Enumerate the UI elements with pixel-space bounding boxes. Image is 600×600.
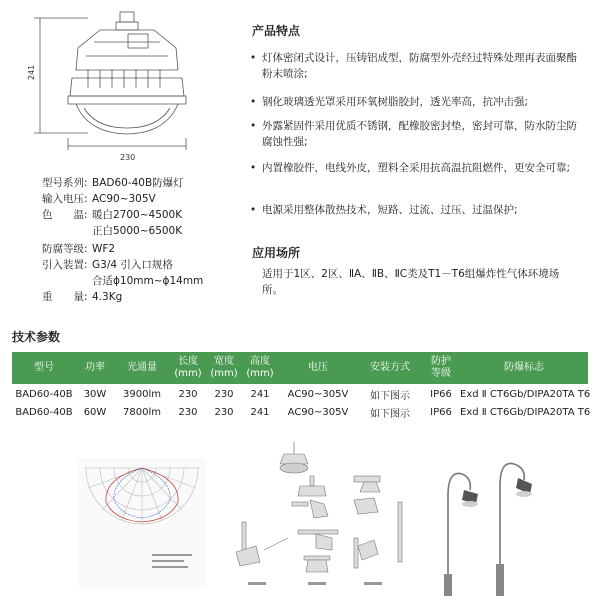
table-cell: 230 bbox=[178, 388, 198, 400]
col-header: 防护 等级 bbox=[422, 352, 460, 384]
table-cell: AC90~305V bbox=[287, 388, 349, 400]
features-title: 产品特点 bbox=[252, 24, 301, 38]
col-header: 安装方式 bbox=[358, 352, 422, 384]
feature-item: • 内置橡胶件，电线外皮，塑料全采用抗高温抗阻燃件，更安全可靠; bbox=[250, 162, 571, 174]
table-cell: BAD60-40B bbox=[15, 388, 73, 400]
table-header-row bbox=[12, 352, 588, 384]
table-cell: 230 bbox=[214, 406, 234, 418]
spec-row: 输入电压: AC90~305V bbox=[42, 193, 156, 205]
spec-row: 重 量: 4.3Kg bbox=[42, 291, 123, 303]
table-cell: Exd Ⅱ CT6Gb/DIPA20TA T6 bbox=[460, 388, 591, 400]
spec-row: 正白5000~6500K bbox=[92, 225, 183, 237]
spec-row: 合适ϕ10mm~ϕ14mm bbox=[92, 275, 204, 287]
col-header: 型号 bbox=[12, 352, 76, 384]
installation-sketches bbox=[228, 442, 428, 592]
spec-row: 防腐等级: WF2 bbox=[42, 243, 116, 255]
application-text: 适用于1区、2区、ⅡA、ⅡB、ⅡC类及T1－T6组爆炸性气体环境场所。 bbox=[262, 268, 560, 296]
table-cell: 241 bbox=[250, 406, 270, 418]
table-cell: 30W bbox=[83, 388, 107, 400]
table-cell: 如下图示 bbox=[370, 408, 410, 420]
table-cell: 241 bbox=[250, 388, 270, 400]
spec-row: 引入装置: G3/4 引入口规格 bbox=[42, 259, 173, 271]
table-cell: BAD60-40B bbox=[15, 406, 73, 418]
table-cell: 230 bbox=[214, 388, 234, 400]
table-cell: IP66 bbox=[430, 406, 452, 418]
params-title: 技术参数 bbox=[12, 330, 61, 344]
light-distribution-diagram bbox=[78, 458, 206, 588]
feature-item: • 电源采用整体散热技术，短路、过流、过压、过温保护; bbox=[250, 204, 518, 216]
table-cell: 60W bbox=[83, 406, 107, 418]
col-header: 高度 (mm) bbox=[242, 352, 278, 384]
table-cell: 3900lm bbox=[123, 388, 161, 400]
table-cell: Exd Ⅱ CT6Gb/DIPA20TA T6 bbox=[460, 406, 591, 418]
params-table bbox=[12, 352, 591, 420]
col-header: 功率 bbox=[76, 352, 114, 384]
feature-item: • 钢化玻璃透光罩采用环氧树脂胶封，透光率高，抗冲击强; bbox=[250, 96, 529, 108]
table-cell: 如下图示 bbox=[370, 390, 410, 402]
feature-item: • 灯体密闭式设计，压铸铝成型，防腐型外壳经过特殊处理再表面聚酯粉末喷涂; bbox=[250, 52, 577, 80]
col-header: 长度 (mm) bbox=[170, 352, 206, 384]
lamp-dimension-drawing bbox=[28, 8, 218, 166]
application-title: 应用场所 bbox=[252, 246, 301, 260]
feature-item: • 外露紧固件采用优质不锈钢，配橡胶密封垫，密封可靠，防水防尘防腐蚀性强; bbox=[250, 120, 577, 148]
table-cell: IP66 bbox=[430, 388, 452, 400]
table-row bbox=[12, 404, 588, 420]
table-cell: 230 bbox=[178, 406, 198, 418]
width-dimension-label: 230 bbox=[120, 153, 136, 162]
col-header: 光通量 bbox=[114, 352, 170, 384]
table-cell: 7800lm bbox=[123, 406, 161, 418]
col-header: 宽度 (mm) bbox=[206, 352, 242, 384]
spec-row: 型号系列: BAD60-40B防爆灯 bbox=[42, 177, 184, 189]
col-header: 电压 bbox=[278, 352, 358, 384]
pole-mount-illustration bbox=[434, 456, 554, 596]
table-row bbox=[12, 384, 588, 404]
height-dimension-label: 241 bbox=[27, 64, 36, 80]
spec-row: 色 温: 暖白2700~4500K bbox=[42, 209, 183, 221]
col-header: 防爆标志 bbox=[460, 352, 588, 384]
table-cell: AC90~305V bbox=[287, 406, 349, 418]
